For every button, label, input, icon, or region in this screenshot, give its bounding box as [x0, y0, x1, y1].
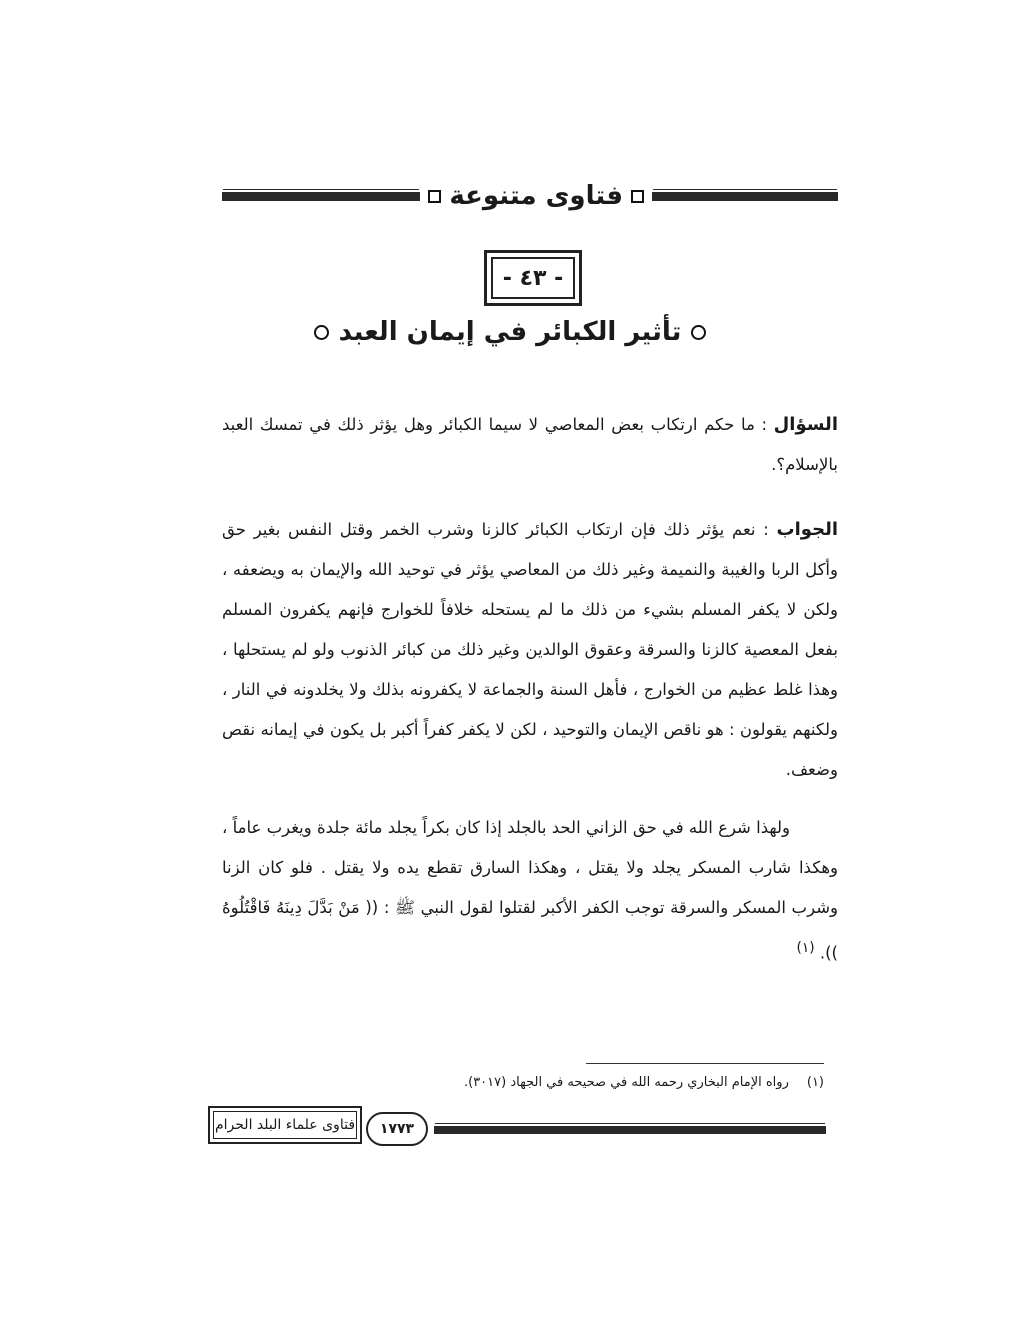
- fatwa-subject: [300, 312, 720, 352]
- answer-paragraph-2: [222, 808, 838, 974]
- footnote-number: (١): [806, 1075, 824, 1090]
- answer-text: : نعم يؤثر ذلك فإن ارتكاب الكبائر كالزنا وشرب الخمر وقتل النفس بغير حق وأكل الربا والغيبة والنميمة وغير ذلك من المعاصي يؤثر في توحيد الله والإيمان به ويضعفه ، ولكن لا يكفر المسلم بشيء من ذلك ما لم يستحله خلافاً للخوارج فإنهم يكفرون المسلم بفعل المعصية كالزنا والسرقة وعقوق الوالدين وغير ذلك من كبائر الذنوب ولو لم يستحلها ، وهذا غلط عظيم من الخوارج ، فأهل السنة والجماعة لا يكفرونه بذلك ولا يخلدونه في النار ، ولكنهم يقولون : هو ناقص الإيمان والتوحيد ، لكن لا يكفر كفراً أكبر بل يكون في إيمانه نقص وضعف.: [222, 520, 838, 779]
- square-bullet-icon: [631, 190, 644, 203]
- circle-bullet-icon: [691, 325, 706, 340]
- book-title-box: [208, 1106, 362, 1144]
- footnote-divider: [586, 1063, 824, 1064]
- fatwa-number: - ٤٣ -: [491, 257, 575, 299]
- footnote: [420, 1072, 824, 1094]
- square-bullet-icon: [428, 190, 441, 203]
- question-paragraph: [222, 405, 838, 485]
- footer-rule: [434, 1126, 826, 1134]
- answer-paragraph: [222, 510, 838, 790]
- question-text: : ما حكم ارتكاب بعض المعاصي لا سيما الكبائر وهل يؤثر ذلك في تمسك العبد بالإسلام؟.: [222, 415, 838, 474]
- section-header: [222, 176, 838, 216]
- header-rule-right: [652, 192, 838, 201]
- circle-bullet-icon: [314, 325, 329, 340]
- fatwa-subject-text: تأثير الكبائر في إيمان العبد: [338, 317, 682, 347]
- answer-label: الجواب: [776, 519, 838, 540]
- footnote-text: رواه الإمام البخاري رحمه الله في صحيحه في الجهاد (٣٠١٧).: [463, 1075, 789, 1090]
- section-title: فتاوى متنوعة: [449, 181, 623, 211]
- fatwa-number-box: [484, 250, 582, 306]
- book-title: فتاوى علماء البلد الحرام: [213, 1111, 357, 1139]
- footnote-reference[interactable]: (١): [796, 940, 815, 956]
- page-number: ١٧٧٣: [366, 1112, 428, 1146]
- question-label: السؤال: [773, 414, 838, 435]
- answer-text-2: ولهذا شرع الله في حق الزاني الحد بالجلد إذا كان بكراً يجلد مائة جلدة ويغرب عاماً ، وهكذا شارب المسكر يجلد ولا يقتل ، وهكذا السارق تقطع يده ولا يقتل . فلو كان الزنا وشرب المسكر والسرقة توجب الكفر الأكبر لقتلوا لقول النبي ﷺ : (( مَنْ بَدَّلَ دِينَهُ فَاقْتُلُوهُ )).: [222, 818, 838, 963]
- header-rule-left: [222, 192, 420, 201]
- header-title-group: [420, 181, 652, 211]
